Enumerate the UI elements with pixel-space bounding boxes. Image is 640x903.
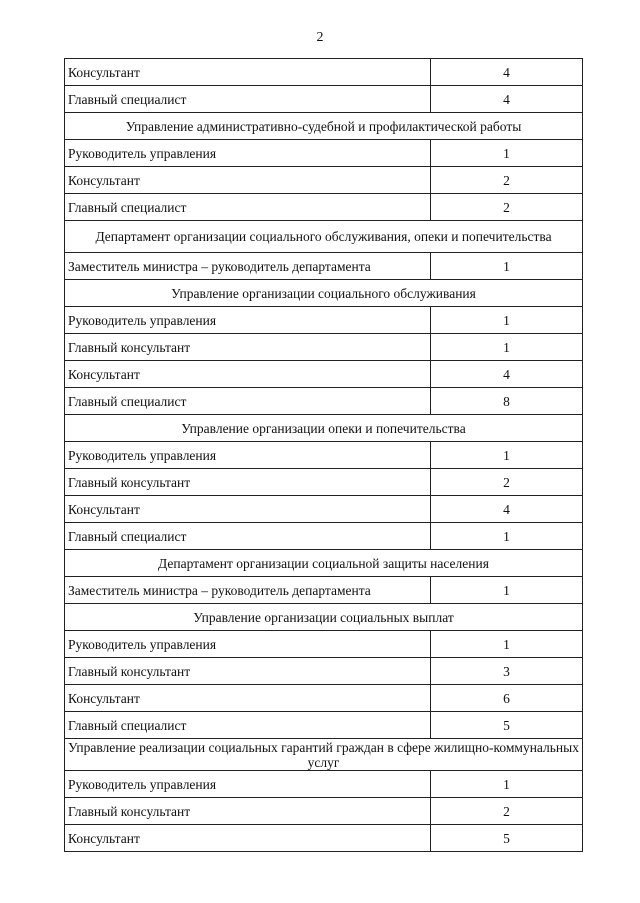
table-row bbox=[65, 59, 583, 86]
table-row bbox=[65, 496, 583, 523]
position-cell: Руководитель управления bbox=[65, 307, 431, 334]
table-row bbox=[65, 253, 583, 280]
table-row bbox=[65, 334, 583, 361]
table-row bbox=[65, 577, 583, 604]
position-cell: Главный специалист bbox=[65, 194, 431, 221]
table-row bbox=[65, 631, 583, 658]
table-row bbox=[65, 307, 583, 334]
position-cell: Руководитель управления bbox=[65, 631, 431, 658]
count-cell: 2 bbox=[431, 469, 583, 496]
table-row bbox=[65, 469, 583, 496]
count-cell: 1 bbox=[431, 307, 583, 334]
count-cell: 5 bbox=[431, 825, 583, 852]
section-header-row bbox=[65, 550, 583, 577]
section-title: Управление организации опеки и попечительства bbox=[65, 415, 583, 442]
count-cell: 6 bbox=[431, 685, 583, 712]
section-header-row bbox=[65, 739, 583, 771]
position-cell: Главный консультант bbox=[65, 798, 431, 825]
table-row bbox=[65, 523, 583, 550]
position-cell: Консультант bbox=[65, 685, 431, 712]
count-cell: 4 bbox=[431, 496, 583, 523]
section-title: Управление организации социальных выплат bbox=[65, 604, 583, 631]
count-cell: 4 bbox=[431, 361, 583, 388]
count-cell: 1 bbox=[431, 771, 583, 798]
position-cell: Руководитель управления bbox=[65, 442, 431, 469]
table-row bbox=[65, 167, 583, 194]
position-cell: Главный консультант bbox=[65, 469, 431, 496]
table-row bbox=[65, 361, 583, 388]
position-cell: Главный консультант bbox=[65, 658, 431, 685]
section-title: Управление реализации социальных гарантий граждан в сфере жилищно-коммунальных услуг bbox=[65, 739, 583, 771]
position-cell: Руководитель управления bbox=[65, 140, 431, 167]
staffing-table-body bbox=[65, 59, 583, 852]
table-row bbox=[65, 825, 583, 852]
position-cell: Заместитель министра – руководитель департамента bbox=[65, 577, 431, 604]
count-cell: 4 bbox=[431, 59, 583, 86]
position-cell: Консультант bbox=[65, 361, 431, 388]
section-header-row bbox=[65, 221, 583, 253]
count-cell: 2 bbox=[431, 167, 583, 194]
position-cell: Главный специалист bbox=[65, 712, 431, 739]
count-cell: 1 bbox=[431, 253, 583, 280]
table-row bbox=[65, 442, 583, 469]
table-row bbox=[65, 712, 583, 739]
position-cell: Консультант bbox=[65, 167, 431, 194]
section-header-row bbox=[65, 415, 583, 442]
table-row bbox=[65, 798, 583, 825]
position-cell: Главный специалист bbox=[65, 388, 431, 415]
section-title: Департамент организации социальной защиты населения bbox=[65, 550, 583, 577]
section-header-row bbox=[65, 604, 583, 631]
count-cell: 2 bbox=[431, 194, 583, 221]
position-cell: Главный специалист bbox=[65, 86, 431, 113]
section-title: Управление организации социального обслуживания bbox=[65, 280, 583, 307]
section-header-row bbox=[65, 280, 583, 307]
table-row bbox=[65, 658, 583, 685]
count-cell: 1 bbox=[431, 442, 583, 469]
table-row bbox=[65, 86, 583, 113]
count-cell: 3 bbox=[431, 658, 583, 685]
section-header-row bbox=[65, 113, 583, 140]
section-title: Управление административно-судебной и профилактической работы bbox=[65, 113, 583, 140]
position-cell: Консультант bbox=[65, 825, 431, 852]
count-cell: 4 bbox=[431, 86, 583, 113]
position-cell: Главный консультант bbox=[65, 334, 431, 361]
position-cell: Главный специалист bbox=[65, 523, 431, 550]
table-row bbox=[65, 140, 583, 167]
count-cell: 1 bbox=[431, 577, 583, 604]
table-row bbox=[65, 194, 583, 221]
count-cell: 1 bbox=[431, 334, 583, 361]
position-cell: Консультант bbox=[65, 496, 431, 523]
count-cell: 1 bbox=[431, 631, 583, 658]
table-row bbox=[65, 388, 583, 415]
count-cell: 1 bbox=[431, 523, 583, 550]
page-number: 2 bbox=[316, 30, 324, 45]
staffing-table bbox=[64, 58, 583, 852]
count-cell: 8 bbox=[431, 388, 583, 415]
position-cell: Консультант bbox=[65, 59, 431, 86]
position-cell: Заместитель министра – руководитель департамента bbox=[65, 253, 431, 280]
table-row bbox=[65, 685, 583, 712]
count-cell: 2 bbox=[431, 798, 583, 825]
count-cell: 5 bbox=[431, 712, 583, 739]
table-row bbox=[65, 771, 583, 798]
position-cell: Руководитель управления bbox=[65, 771, 431, 798]
count-cell: 1 bbox=[431, 140, 583, 167]
section-title: Департамент организации социального обслуживания, опеки и попечительства bbox=[65, 221, 583, 253]
